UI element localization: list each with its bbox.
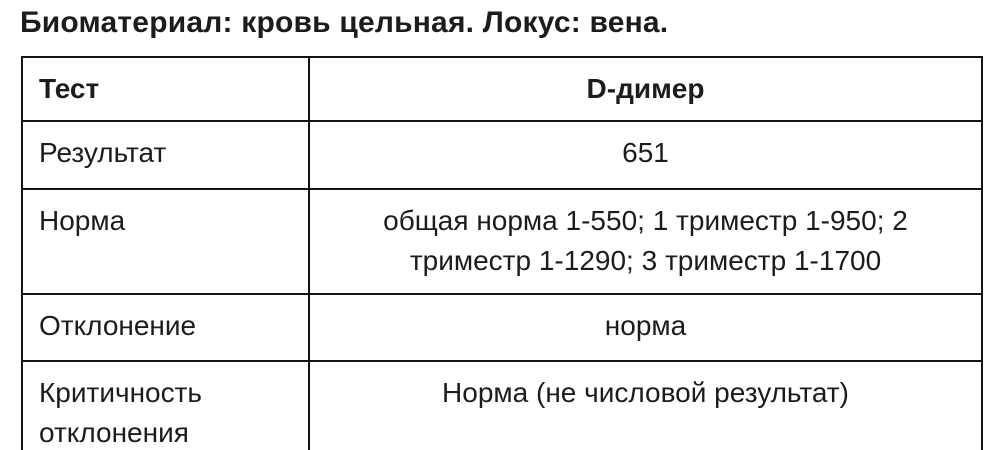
table-row-norm (22, 189, 982, 294)
norm-value: общая норма 1-550; 1 триместр 1-950; 2 триместр 1-1290; 3 триместр 1-1700 (309, 189, 982, 294)
table-row-criticality (22, 361, 982, 450)
table-row-result (22, 121, 982, 189)
deviation-value: норма (309, 294, 982, 361)
table-row-header (22, 57, 982, 121)
criticality-value: Норма (не числовой результат) (309, 361, 982, 450)
deviation-label: Отклонение (22, 294, 309, 361)
norm-label: Норма (22, 189, 309, 294)
results-table (21, 56, 983, 450)
header-test-label: Тест (22, 57, 309, 121)
result-value: 651 (309, 121, 982, 189)
header-test-name: D-димер (309, 57, 982, 121)
table-row-deviation (22, 294, 982, 361)
result-label: Результат (22, 121, 309, 189)
biomaterial-title: Биоматериал: кровь цельная. Локус: вена. (20, 6, 669, 39)
criticality-label: Критичность отклонения (22, 361, 309, 450)
